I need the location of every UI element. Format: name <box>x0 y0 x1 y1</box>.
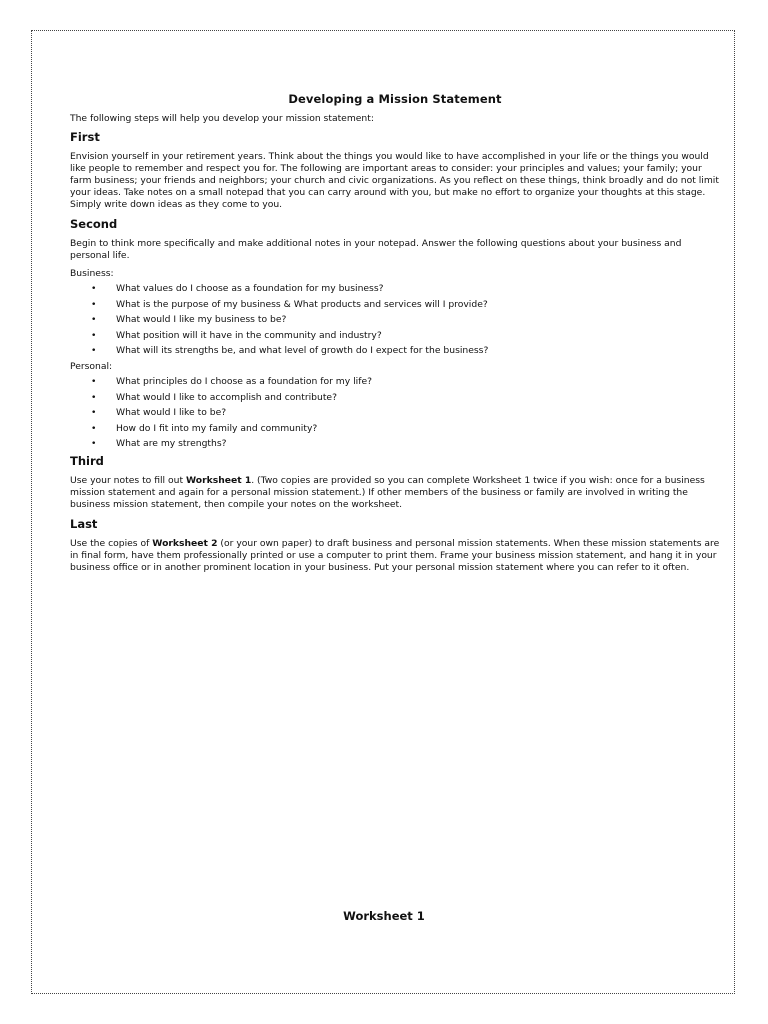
list-item <box>70 297 720 313</box>
document-title: Developing a Mission Statement <box>288 92 502 106</box>
personal-questions-list <box>70 374 720 452</box>
list-item <box>70 390 720 406</box>
section-heading-last: Last <box>70 516 98 531</box>
list-item <box>70 328 720 344</box>
section-text-third <box>70 475 720 511</box>
section-text-first: Envision yourself in your retirement years. Think about the things you would like to have accomplished in your life or the things you would like people to remember and respect you for. The following are important areas to consider: your principles and values; your family; your farm business; your friends and neighbors; your church and civic organizations. As you reflect on these things, think broadly and do not limit your ideas. Take notes on a small notepad that you can carry around with you, but make no effort to organize your thoughts at this stage. Simply write down ideas as they come to you. <box>70 151 719 210</box>
worksheet-title: Worksheet 1 <box>343 909 425 923</box>
business-questions-list <box>70 281 720 359</box>
question-text: What principles do I choose as a foundation for my life? <box>116 375 372 387</box>
question-text: What would I like to be? <box>116 407 227 419</box>
bullet-icon: • <box>91 314 97 326</box>
bullet-icon: • <box>91 298 97 310</box>
question-text: What would I like my business to be? <box>116 314 287 326</box>
bullet-icon: • <box>91 345 97 357</box>
bullet-icon: • <box>91 329 97 341</box>
text-part: (or your own paper) to draft business and personal mission statements. When these mission statements are in final form, have them professionally printed or use a computer to print them. Frame your business mission statement, and hang it in your business office or in another prominent location in your business. Put your personal mission statement where you can refer to it often. <box>70 537 720 573</box>
intro-text: The following steps will help you develop your mission statement: <box>70 113 374 124</box>
list-item <box>70 374 720 390</box>
list-item <box>70 436 720 452</box>
bullet-icon: • <box>91 407 97 419</box>
section-text-last <box>70 538 720 574</box>
question-text: What will its strengths be, and what level of growth do I expect for the business? <box>116 345 489 357</box>
question-text: How do I fit into my family and community? <box>116 422 318 434</box>
business-label: Business: <box>70 268 114 279</box>
bullet-icon: • <box>91 438 97 450</box>
personal-label: Personal: <box>70 360 113 372</box>
question-text: What are my strengths? <box>116 438 227 450</box>
worksheet-reference: Worksheet 2 <box>152 537 218 549</box>
list-item <box>70 343 720 359</box>
bullet-icon: • <box>91 375 97 387</box>
question-text: What position will it have in the community and industry? <box>116 329 382 341</box>
text-part: . (Two copies are provided so you can complete Worksheet 1 twice if you wish: once for a business mission statement and again for a personal mission statement.) If other members of the business or family are involved in writing the business mission statement, then compile your notes on the worksheet. <box>70 474 705 510</box>
text-part: Use your notes to fill out <box>70 474 186 486</box>
bullet-icon: • <box>91 283 97 294</box>
question-text: What values do I choose as a foundation for my business? <box>116 283 384 294</box>
document-body <box>70 92 720 580</box>
bullet-icon: • <box>91 422 97 434</box>
section-text-second: Begin to think more specifically and make additional notes in your notepad. Answer the following questions about your business and personal life. <box>70 238 682 261</box>
bullet-icon: • <box>91 391 97 403</box>
list-item <box>70 405 720 421</box>
question-text: What would I like to accomplish and contribute? <box>116 391 337 403</box>
section-heading-second: Second <box>70 217 118 231</box>
section-heading-third: Third <box>70 453 104 468</box>
question-text: What is the purpose of my business & What products and services will I provide? <box>116 298 488 310</box>
list-item <box>70 281 720 297</box>
list-item <box>70 421 720 437</box>
text-part: Use the copies of <box>70 537 153 549</box>
worksheet-reference: Worksheet 1 <box>186 474 252 486</box>
list-item <box>70 312 720 328</box>
section-heading-first: First <box>70 130 100 144</box>
